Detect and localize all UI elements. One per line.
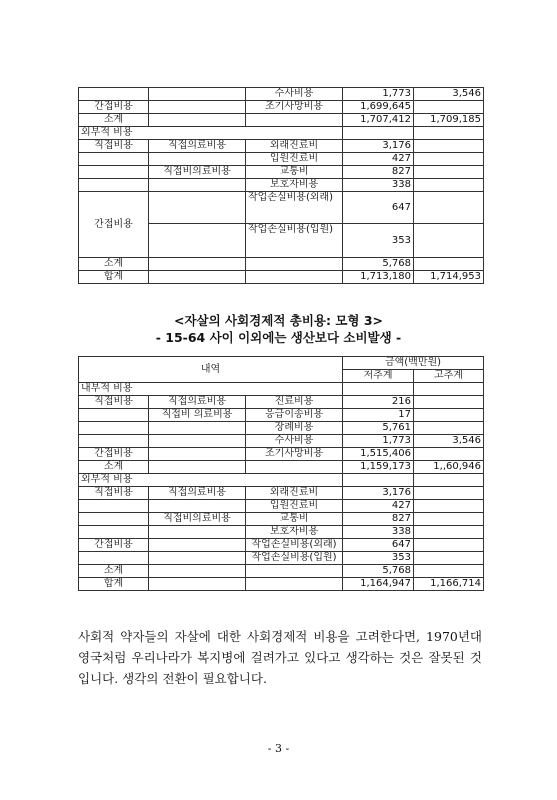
table-cell: 1,713,180 (343, 271, 414, 284)
table-cell: 입원진료비 (246, 153, 343, 166)
table-cell (149, 192, 246, 224)
table-cell: 5,768 (343, 565, 414, 578)
table-cell (414, 552, 484, 565)
table-cell: 작업손실비용(외래) (246, 192, 343, 224)
table-cell (79, 153, 149, 166)
table-cell (79, 179, 149, 192)
table-cell: 외래진료비 (246, 140, 343, 153)
table-cell (414, 179, 484, 192)
body-paragraph: 사회적 약자들의 자살에 대한 사회경제적 비용을 고려한다면, 1970년대 영국처럼 우리나라가 복지병에 걸려가고 있다고 생각하는 것은 잘못된 것입니다. 생각의 전환이 필요합니다. (78, 629, 482, 686)
table-cell (414, 258, 484, 271)
table-cell (149, 153, 246, 166)
table-cell: 직접의료비용 (149, 140, 246, 153)
header-high-estimate: 고추계 (414, 370, 484, 383)
table-cell (414, 539, 484, 552)
page-number: - 3 - (267, 742, 290, 755)
table-row (79, 565, 484, 578)
table-subtitle: - 15-64 사이 이외에는 생산보다 소비발생 - (155, 330, 402, 345)
table-cell: 3,176 (343, 487, 414, 500)
table-row (79, 422, 484, 435)
table-cell (343, 383, 414, 396)
table-cell (246, 474, 343, 487)
table-row (79, 127, 484, 140)
table-cell: 직접비용 (79, 487, 149, 500)
table-cell: 1,699,645 (343, 101, 414, 114)
table-cell: 소계 (79, 114, 149, 127)
table-cell: 수사비용 (246, 435, 343, 448)
table-cell: 보호자비용 (246, 179, 343, 192)
table-cell: 작업손실비용(입원) (246, 224, 343, 258)
table-cell (246, 258, 343, 271)
table-cell (149, 422, 246, 435)
table-cell (246, 383, 343, 396)
table-cell (149, 258, 246, 271)
table-cell: 827 (343, 513, 414, 526)
table-cell: 직접비의료비용 (149, 166, 246, 179)
table-cell: 338 (343, 526, 414, 539)
table-cell (414, 166, 484, 179)
table-row (79, 526, 484, 539)
table-row (79, 166, 484, 179)
table-cell: 1,714,953 (414, 271, 484, 284)
table-row (79, 396, 484, 409)
table-cell (246, 578, 343, 591)
table-row (79, 271, 484, 284)
table-cell: 17 (343, 409, 414, 422)
table-title: <자살의 사회경제적 총비용: 모형 3> (173, 313, 384, 328)
table-cell (414, 526, 484, 539)
table-cell (149, 526, 246, 539)
table-row (79, 461, 484, 474)
table-cell (149, 565, 246, 578)
table-cell (149, 271, 246, 284)
table-cell: 1,773 (343, 435, 414, 448)
table-cell (149, 179, 246, 192)
table-cell (79, 88, 149, 101)
table-cell (414, 474, 484, 487)
table-cell: 수사비용 (246, 88, 343, 101)
table-cell (79, 513, 149, 526)
table-cell (414, 448, 484, 461)
table-row (79, 513, 484, 526)
table-cell (79, 500, 149, 513)
table-row (79, 88, 484, 101)
table-cell (246, 127, 343, 140)
table-cell (246, 114, 343, 127)
table-cell (149, 114, 246, 127)
header-item: 내역 (79, 357, 343, 383)
table-cell: 소계 (79, 461, 149, 474)
table-cell (414, 383, 484, 396)
table-cell (79, 435, 149, 448)
table-cell: 외부적 비용 (79, 474, 246, 487)
table-cell (414, 127, 484, 140)
table-row (79, 383, 484, 396)
table-cell: 1,164,947 (343, 578, 414, 591)
table-row (79, 500, 484, 513)
table-cell (343, 127, 414, 140)
table-row (79, 435, 484, 448)
table-cell (414, 153, 484, 166)
table-cell (149, 448, 246, 461)
table-row (79, 192, 484, 224)
table-cell: 입원진료비 (246, 500, 343, 513)
table-cell: 직접비 의료비용 (149, 409, 246, 422)
table-cell: 작업손실비용(입원) (246, 552, 343, 565)
table-cell: 합계 (79, 271, 149, 284)
table-cell (414, 140, 484, 153)
table-cell: 합계 (79, 578, 149, 591)
table-cell: 교통비 (246, 166, 343, 179)
table-cell: 직접의료비용 (149, 396, 246, 409)
table-cell: 827 (343, 166, 414, 179)
table-cell (414, 409, 484, 422)
table-cell: 5,761 (343, 422, 414, 435)
table-cell (79, 409, 149, 422)
header-amount: 금액(백만원) (343, 357, 484, 370)
table-row (79, 101, 484, 114)
table-cell: 직접비용 (79, 396, 149, 409)
table-cell: 647 (343, 539, 414, 552)
table-row (79, 552, 484, 565)
table-row (79, 487, 484, 500)
header-low-estimate: 저추계 (343, 370, 414, 383)
table-cell: 338 (343, 179, 414, 192)
table-cell (246, 271, 343, 284)
table-cell: 간접비용 (79, 192, 149, 258)
table-row (79, 258, 484, 271)
table-cell: 간접비용 (79, 539, 149, 552)
table-row (79, 474, 484, 487)
table-cell (149, 578, 246, 591)
table-cell: 5,768 (343, 258, 414, 271)
table-cell: 353 (343, 552, 414, 565)
table-cell (149, 435, 246, 448)
table-cell (343, 474, 414, 487)
table-header-row (79, 357, 484, 370)
table-cell: 1,515,406 (343, 448, 414, 461)
table-cell: 보호자비용 (246, 526, 343, 539)
table-cell: 1,707,412 (343, 114, 414, 127)
table-cell: 작업손실비용(외래) (246, 539, 343, 552)
table-cell: 427 (343, 500, 414, 513)
table-cell: 조기사망비용 (246, 448, 343, 461)
table-cell: 1,709,185 (414, 114, 484, 127)
table-cell: 직접의료비용 (149, 487, 246, 500)
table-row (79, 114, 484, 127)
table-cell: 직접비용 (79, 140, 149, 153)
table-cell: 647 (343, 192, 414, 224)
table-cell (79, 526, 149, 539)
table-cell: 1,773 (343, 88, 414, 101)
table-cell (149, 539, 246, 552)
table-cell (246, 461, 343, 474)
table-row (79, 578, 484, 591)
table-cell: 1,159,173 (343, 461, 414, 474)
table-cell (414, 500, 484, 513)
table-row (79, 539, 484, 552)
table-cell: 장례비용 (246, 422, 343, 435)
table-cell: 427 (343, 153, 414, 166)
table-cell: 응급이송비용 (246, 409, 343, 422)
table-cell: 1,166,714 (414, 578, 484, 591)
table-cell: 소계 (79, 258, 149, 271)
cost-table-model-3 (78, 356, 484, 591)
table-cell: 3,176 (343, 140, 414, 153)
table-cell: 교통비 (246, 513, 343, 526)
table-cell (149, 88, 246, 101)
table-cell: 간접비용 (79, 448, 149, 461)
table-cell: 외래진료비 (246, 487, 343, 500)
table-cell: 직접비의료비용 (149, 513, 246, 526)
cost-table-continued (78, 87, 484, 284)
table-cell (149, 552, 246, 565)
table-cell: 1,,60,946 (414, 461, 484, 474)
table-cell: 조기사망비용 (246, 101, 343, 114)
table-row (79, 153, 484, 166)
table-row (79, 179, 484, 192)
table-cell (414, 192, 484, 224)
table-cell (414, 513, 484, 526)
table-cell (149, 101, 246, 114)
table-cell (414, 396, 484, 409)
table-cell: 외부적 비용 (79, 127, 246, 140)
table-cell: 3,546 (414, 435, 484, 448)
table-cell (414, 101, 484, 114)
table-cell: 소계 (79, 565, 149, 578)
table-cell (149, 461, 246, 474)
table-cell: 간접비용 (79, 101, 149, 114)
table-row (79, 409, 484, 422)
table-cell (414, 565, 484, 578)
table-cell: 진료비용 (246, 396, 343, 409)
table-cell: 216 (343, 396, 414, 409)
table-cell: 353 (343, 224, 414, 258)
table-cell (414, 487, 484, 500)
table-cell (414, 224, 484, 258)
table-cell (79, 422, 149, 435)
table-cell (149, 500, 246, 513)
table-cell (149, 224, 246, 258)
table-cell (79, 166, 149, 179)
table-cell: 3,546 (414, 88, 484, 101)
table-row (79, 140, 484, 153)
table-cell (414, 422, 484, 435)
table-row (79, 448, 484, 461)
table-cell: 내부적 비용 (79, 383, 246, 396)
table-cell (246, 565, 343, 578)
table-cell (79, 552, 149, 565)
